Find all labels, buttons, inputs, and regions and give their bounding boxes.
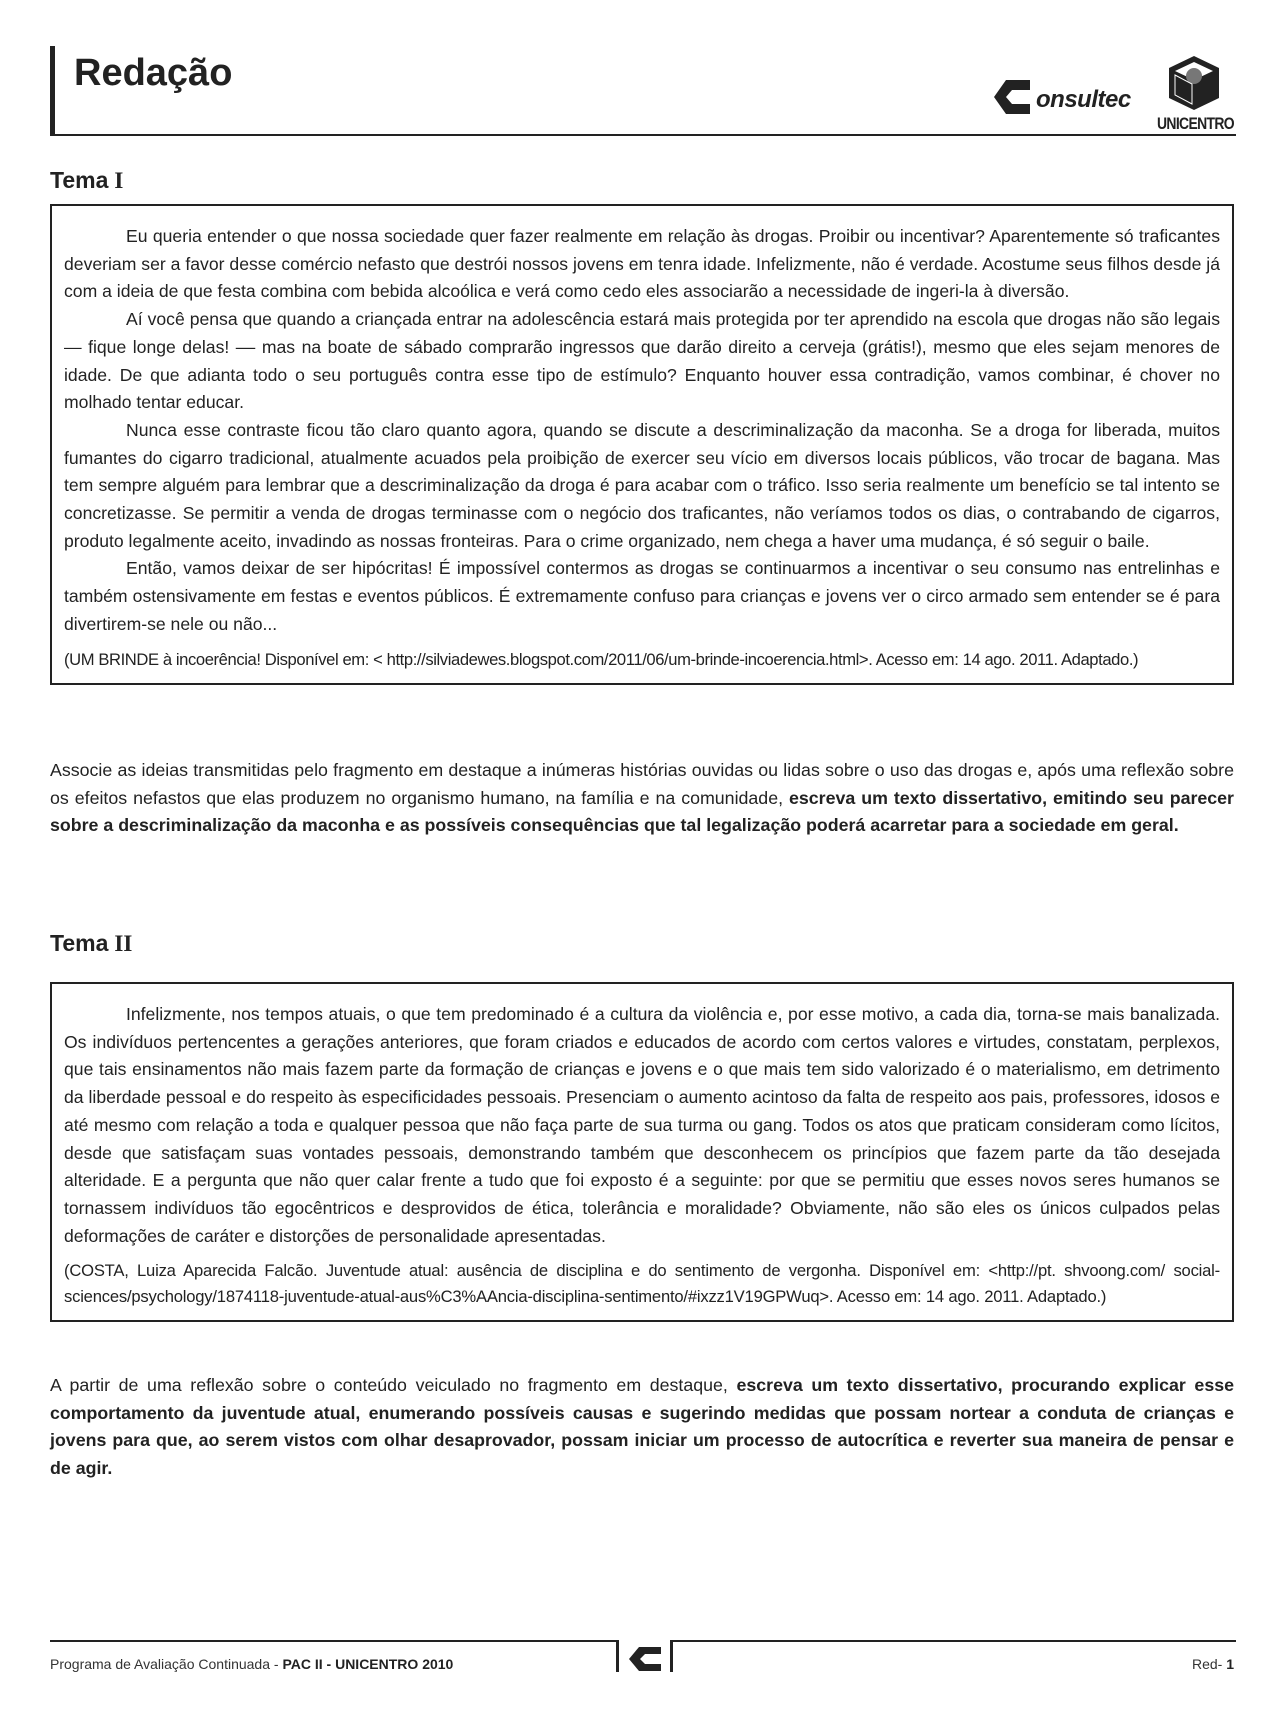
tema-1-label: Tema bbox=[50, 167, 109, 193]
tema-1-paragraph: Nunca esse contraste ficou tão claro quanto agora, quando se discute a descriminalização da maconha. Se a droga for liberada, muitos fumantes do cigarro tradicional, atualmente acuados pela proibição de exercer seu vício em diversos locais públicos, vão trocar de bagana. Mas tem sempre alguém para lembrar que a descriminalização da droga é para acabar com o tráfico. Isso seria realmente um benefício se tal intento se concretizasse. Se permitir a venda de drogas terminasse com o negócio dos traficantes, não veríamos todos os dias, o contrabando de cigarros, produto legalmente aceito, invadindo as nossas fronteiras. Para o crime organizado, nem chega a haver uma mudança, é só seguir o baile. bbox=[64, 419, 1220, 551]
tema-1-text-box bbox=[50, 204, 1234, 685]
footer-program-text: Programa de Avaliação Continuada - bbox=[50, 1656, 283, 1672]
page-title: Redação bbox=[74, 52, 233, 94]
header-accent-bar bbox=[50, 46, 55, 136]
tema-1-prompt-instruction: escreva um texto dissertativo, emitindo seu parecer sobre a descriminalização da maconha e as possíveis consequências que tal legalização poderá acarretar para a sociedade em geral. bbox=[50, 787, 1234, 836]
tema-2-text-box bbox=[50, 982, 1234, 1322]
unicentro-logo bbox=[1157, 54, 1237, 136]
unicentro-cube-icon bbox=[1167, 54, 1221, 112]
tema-1-paragraph: Aí você pensa que quando a criançada entrar na adolescência estará mais protegida por ter aprendido na escola que drogas não são legais — fique longe delas! –– mas na boate de sábado comprarão ingressos que darão direito a cerveja (grátis!), mesmo que eles sejam menores de idade. De que adianta todo o seu português contra esse tipo de estímulo? Enquanto houver essa contradição, vamos combinar, é chover no molhado tentar educar. bbox=[64, 309, 1220, 413]
tema-2-prompt bbox=[50, 1372, 1234, 1482]
tema-1-heading bbox=[50, 167, 123, 194]
footer-divider bbox=[616, 1640, 619, 1672]
tema-1-prompt bbox=[50, 757, 1234, 840]
tema-1-number: I bbox=[114, 168, 124, 193]
footer-page-value: 1 bbox=[1226, 1656, 1234, 1672]
footer-program-label bbox=[50, 1656, 453, 1672]
tema-2-heading bbox=[50, 930, 132, 957]
footer-page-prefix: Red- bbox=[1191, 1656, 1227, 1672]
tema-2-source: (COSTA, Luiza Aparecida Falcão. Juventude atual: ausência de disciplina e do sentimento de vergonha. Disponível em: <http://pt. shvoong.com/ social-sciences/psychology/1874118-juventude-atual-aus%C3%AAncia-disciplina-sentimento/#ixzz1V19GPWuq>. Acesso em: 14 ago. 2011. Adaptado.) bbox=[64, 1261, 1220, 1307]
tema-2-prompt-instruction: escreva um texto dissertativo, procurando explicar esse comportamento da juventude atual, enumerando possíveis causas e sugerindo medidas que possam nortear a conduta de crianças e jovens para que, ao serem vistos com olhar desaprovador, possam iniciar um processo de autocrítica e reverter sua maneira de pensar e de agir. bbox=[50, 1375, 1234, 1478]
consultec-mark-icon bbox=[625, 1644, 665, 1674]
footer-page-number bbox=[1192, 1656, 1234, 1672]
page-header bbox=[50, 46, 1236, 136]
tema-1-paragraph: Então, vamos deixar de ser hipócritas! É impossível contermos as drogas se continuarmos a incentivar o seu consumo nas entrelinhas e também ostensivamente em festas e eventos públicos. É extremamente confuso para crianças e jovens ver o circo armado sem entender se é para divertirem-se nele ou não... bbox=[64, 558, 1220, 634]
tema-2-prompt-text: A partir de uma reflexão sobre o conteúdo veiculado no fragmento em destaque, bbox=[50, 1375, 737, 1395]
footer-program-code: PAC II - UNICENTRO 2010 bbox=[282, 1656, 454, 1672]
tema-2-paragraph: Infelizmente, nos tempos atuais, o que tem predominado é a cultura da violência e, por esse motivo, a cada dia, torna-se mais banalizada. Os indivíduos pertencentes a gerações anteriores, que foram criados e educados de acordo com certos valores e virtudes, constatam, perplexos, que tais ensinamentos não mais fazem parte da formação de crianças e jovens e o que mais tem sido valorizado é o materialismo, em detrimento da liberdade pessoal e do respeito às especificidades pessoais. Presenciam o aumento acintoso da falta de respeito aos pais, professores, idosos e até mesmo com relação a toda e qualquer pessoa que não faça parte de sua turma ou gang. Todos os atos que praticam consideram como lícitos, desde que satisfaçam suas vontades pessoais, demonstrando também que desconhecem os princípios que fazem parte da tão desejada alteridade. E a pergunta que não quer calar frente a tudo que foi exposto é a seguinte: por que se permitiu que esses novos seres humanos se tornassem indivíduos tão egocêntricos e desprovidos de ética, tolerância e moralidade? Obviamente, não são eles os únicos culpados pelas deformações de caráter e distorções de personalidade apresentadas. bbox=[64, 1004, 1220, 1246]
footer-rule bbox=[50, 1640, 616, 1642]
tema-1-prompt-text: Associe as ideias transmitidas pelo fragmento em destaque a inúmeras histórias ouvidas ou lidas sobre o uso das drogas e, após uma reflexão sobre os efeitos nefastos que elas produzem no organismo humano, na família e na comunidade, bbox=[50, 760, 1234, 808]
header-rule bbox=[50, 134, 1236, 136]
consultec-logo-text: onsultec bbox=[1036, 86, 1131, 113]
tema-1-paragraph: Eu queria entender o que nossa sociedade quer fazer realmente em relação às drogas. Proibir ou incentivar? Aparentemente só traficantes deveriam ser a favor desse comércio nefasto que destrói nossos jovens em tenra idade. Infelizmente, não é verdade. Acostume seus filhos desde já com a ideia de que festa combina com bebida alcoólica e verá como cedo eles associarão a necessidade de ingeri-la à diversão. bbox=[64, 226, 1220, 302]
tema-1-source: (UM BRINDE à incoerência! Disponível em: < http://silviadewes.blogspot.com/2011/06/um-brinde-incoerencia.html>. Acesso em: 14 ago. 2011. Adaptado.) bbox=[64, 649, 1139, 669]
footer-rule bbox=[673, 1640, 1236, 1642]
footer-divider bbox=[670, 1640, 673, 1672]
tema-2-number: II bbox=[114, 931, 133, 956]
consultec-c-icon bbox=[990, 74, 1036, 120]
tema-2-label: Tema bbox=[50, 930, 109, 956]
unicentro-logo-text: UNICENTRO bbox=[1157, 114, 1234, 133]
page-footer bbox=[50, 1640, 1236, 1680]
